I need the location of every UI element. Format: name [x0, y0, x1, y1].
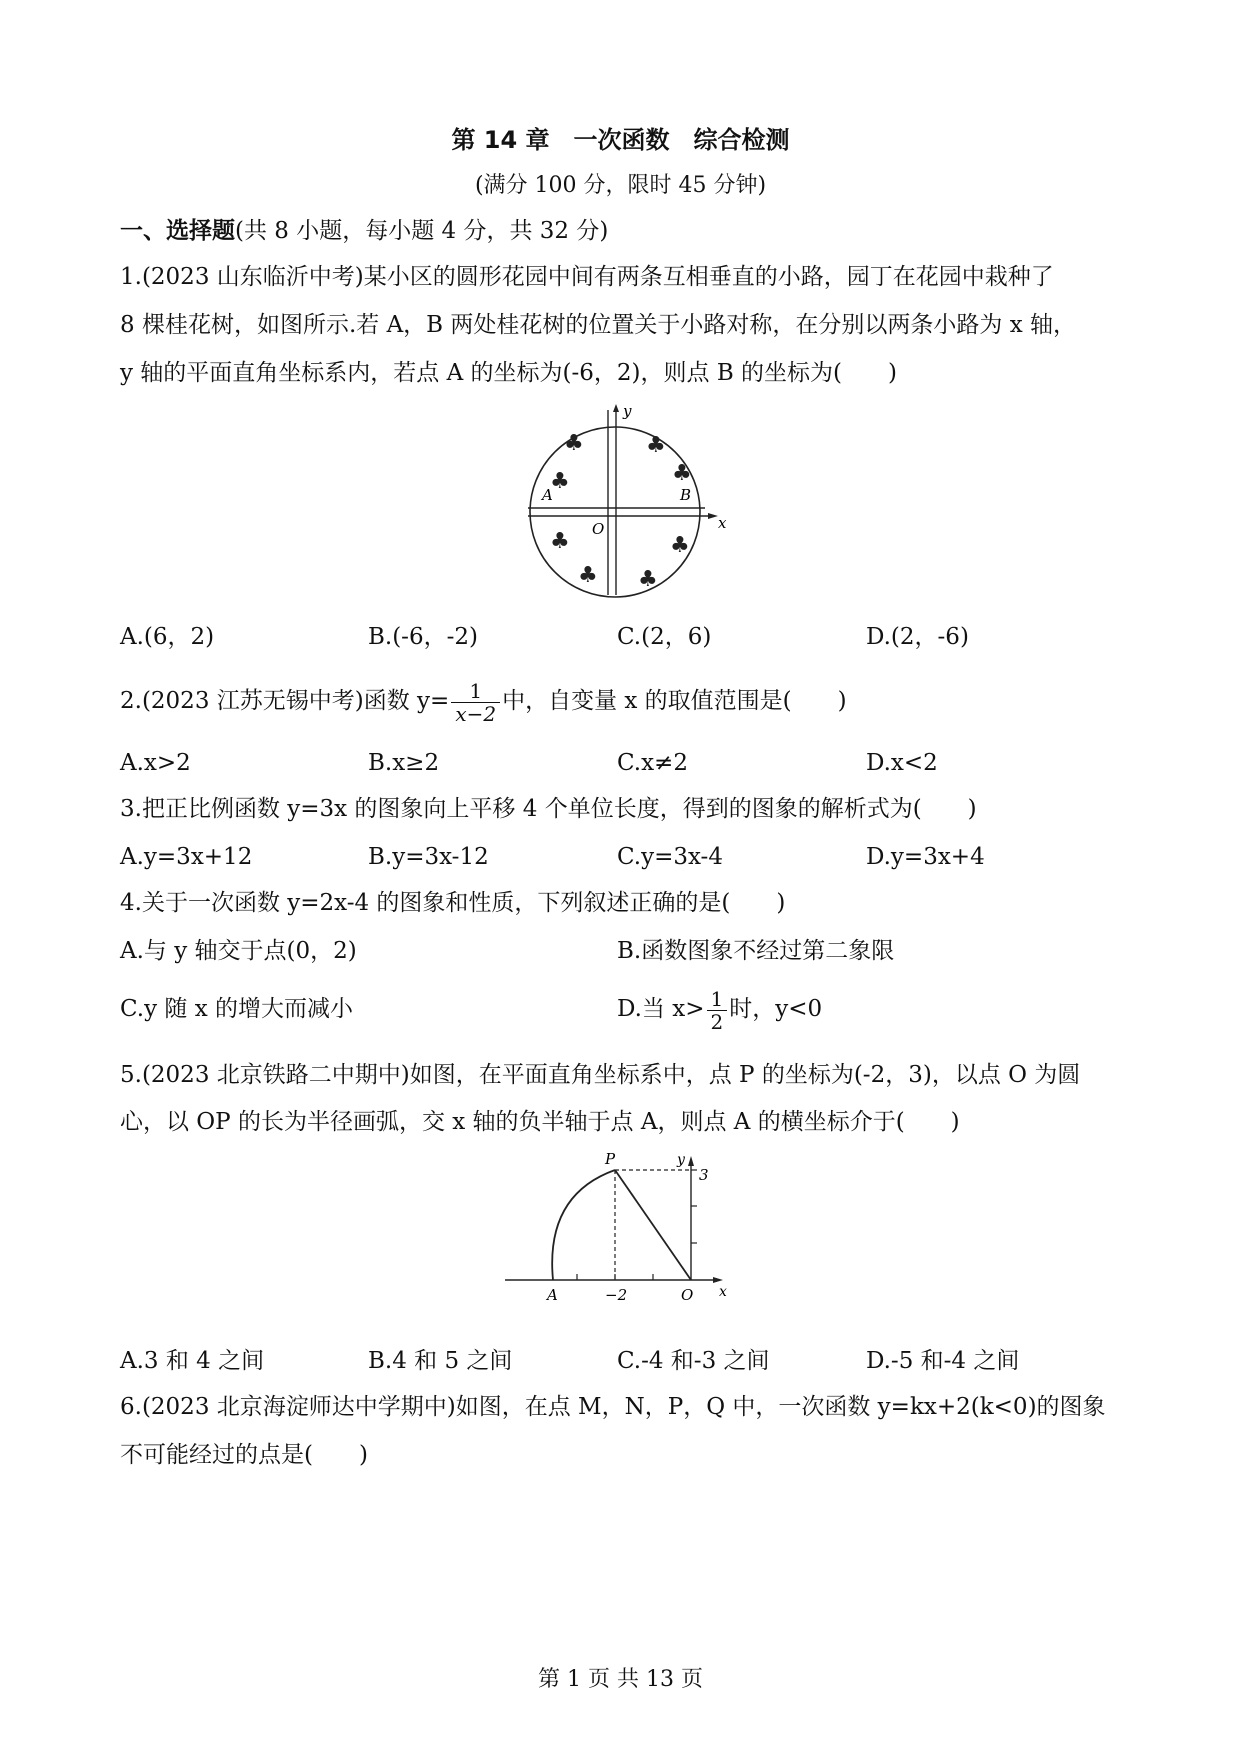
q2-fraction	[451, 680, 500, 725]
svg-text:♣: ♣	[550, 469, 570, 494]
svg-text:♣: ♣	[672, 461, 692, 486]
q1-point-b-label: B	[680, 486, 692, 504]
q1-y-label: y	[623, 402, 632, 420]
svg-text:♣: ♣	[646, 433, 666, 458]
q5-origin-label: O	[681, 1286, 694, 1304]
q3-option-b: B.y=3x-12	[368, 844, 489, 870]
tree-icon	[550, 431, 692, 592]
q1-line-1: 1.(2023 山东临沂中考)某小区的圆形花园中间有两条互相垂直的小路，园丁在花园中栽种了	[120, 264, 1054, 290]
svg-text:♣: ♣	[564, 431, 584, 456]
q5-line-2: 心，以 OP 的长为半径画弧，交 x 轴的负半轴于点 A，则点 A 的横坐标介于( )	[120, 1109, 960, 1135]
q3-stem: 3.把正比例函数 y=3x 的图象向上平移 4 个单位长度，得到的图象的解析式为( )	[120, 796, 977, 822]
q2-option-b: B.x≥2	[368, 750, 440, 776]
q2-fraction-numerator: 1	[451, 680, 500, 703]
svg-text:♣: ♣	[670, 533, 690, 558]
page-subtitle: (满分 100 分，限时 45 分钟)	[474, 173, 767, 198]
q4-option-a: A.与 y 轴交于点(0，2)	[120, 938, 357, 964]
q5-point-a-label: A	[547, 1286, 558, 1304]
q5-x-label: x	[719, 1284, 727, 1300]
q3-option-d: D.y=3x+4	[866, 844, 985, 870]
q5-option-c: C.-4 和-3 之间	[617, 1348, 770, 1374]
page-footer: 第 1 页 共 13 页	[538, 1667, 703, 1692]
q2-suffix: 中，自变量 x 的取值范围是( )	[502, 688, 847, 714]
q2-option-c: C.x≠2	[617, 750, 688, 776]
q1-origin-label: O	[592, 520, 605, 538]
q1-garden-figure	[520, 400, 730, 600]
q1-point-a-label: A	[542, 486, 553, 504]
q3-option-a: A.y=3x+12	[120, 844, 253, 870]
q5-arc-figure	[505, 1150, 735, 1310]
svg-text:♣: ♣	[638, 567, 658, 592]
q5-tick-3-label: 3	[699, 1166, 709, 1184]
q6-line-1: 6.(2023 北京海淀师达中学期中)如图，在点 M，N，P，Q 中，一次函数 y=kx+2(k<0)的图象	[120, 1394, 1106, 1420]
q4-option-d-prefix: D.当 x>	[617, 996, 705, 1022]
q5-y-label: y	[677, 1152, 685, 1168]
q2-fraction-denominator: x−2	[455, 701, 497, 726]
q4-option-d-numerator: 1	[707, 988, 728, 1011]
q1-option-d: D.(2，-6)	[866, 624, 969, 650]
q4-option-d	[617, 984, 822, 1034]
q5-point-p-label: P	[605, 1150, 616, 1168]
q1-option-a: A.(6，2)	[120, 624, 215, 650]
q5-option-d: D.-5 和-4 之间	[866, 1348, 1020, 1374]
q1-line-2: 8 棵桂花树，如图所示.若 A，B 两处桂花树的位置关于小路对称，在分别以两条小路为 x 轴，	[120, 312, 1076, 338]
section-heading-note: (共 8 小题，每小题 4 分，共 32 分)	[235, 218, 609, 244]
q2-stem	[120, 676, 847, 726]
q4-option-c: C.y 随 x 的增大而减小	[120, 996, 353, 1022]
q5-option-a: A.3 和 4 之间	[120, 1348, 265, 1374]
q6-line-2: 不可能经过的点是( )	[120, 1442, 368, 1468]
q1-option-c: C.(2，6)	[617, 624, 712, 650]
section-heading-label: 一、选择题	[120, 218, 235, 244]
page-title: 第 14 章 一次函数 综合检测	[451, 126, 790, 154]
svg-text:♣: ♣	[578, 563, 598, 588]
q4-option-d-suffix: 时，y<0	[729, 996, 823, 1022]
q5-option-b: B.4 和 5 之间	[368, 1348, 513, 1374]
q4-stem: 4.关于一次函数 y=2x-4 的图象和性质，下列叙述正确的是( )	[120, 890, 786, 916]
q2-option-a: A.x>2	[120, 750, 191, 776]
section-heading	[120, 216, 608, 246]
q2-prefix: 2.(2023 江苏无锡中考)函数 y=	[120, 688, 450, 714]
q1-option-b: B.(-6，-2)	[368, 624, 478, 650]
q1-line-3: y 轴的平面直角坐标系内，若点 A 的坐标为(-6，2)，则点 B 的坐标为( )	[120, 360, 897, 386]
q4-option-b: B.函数图象不经过第二象限	[617, 938, 895, 964]
q3-option-c: C.y=3x-4	[617, 844, 723, 870]
q5-tick-minus2-label: −2	[605, 1286, 628, 1304]
q4-option-d-denominator: 2	[710, 1009, 724, 1034]
q2-option-d: D.x<2	[866, 750, 938, 776]
q1-x-label: x	[718, 514, 727, 532]
svg-text:♣: ♣	[550, 529, 570, 554]
q5-line-1: 5.(2023 北京铁路二中期中)如图，在平面直角坐标系中，点 P 的坐标为(-2，3)，以点 O 为圆	[120, 1062, 1081, 1088]
q4-option-d-fraction	[707, 988, 728, 1033]
